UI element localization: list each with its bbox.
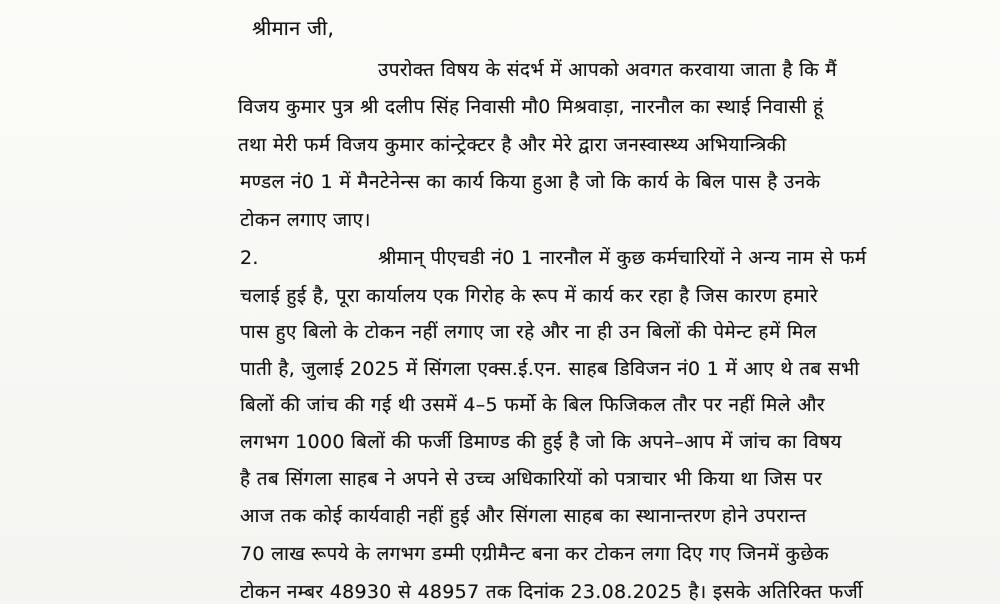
paragraph2-line-5: बिलों की जांच की गई थी उसमें 4–5 फर्मो के बिल फिजिकल तौर पर नहीं मिले और — [240, 394, 825, 416]
paragraph2-line-9: 70 लाख रूपये के लगभग डम्मी एग्रीमैन्ट बना कर टोकन लगा दिए गए जिनमें कुछेक — [240, 543, 829, 565]
paragraph2-line-8: आज तक कोई कार्यवाही नहीं हुई और सिंगला साहब का स्थानान्तरण होने उपरान्त — [240, 505, 807, 527]
paragraph2-number: 2. — [240, 247, 259, 269]
paragraph2-line-3: पास हुए बिलो के टोकन नहीं लगाए जा रहे और ना ही उन बिलों की पेमेन्ट हमें मिल — [240, 321, 817, 343]
paragraph2-line-10: टोकन नम्बर 48930 से 48957 तक दिनांक 23.08.2025 है। इसके अतिरिक्त फर्जी — [240, 581, 863, 603]
paragraph1-line-4: मण्डल नं0 1 में मैनटेनेन्स का कार्य किया हुआ है जो कि कार्य के बिल पास है उनके — [240, 171, 821, 193]
paragraph2-line-4: पाती है, जुलाई 2025 में सिंगला एक्स.ई.एन. साहब डिविजन नं0 1 में आए थे तब सभी — [240, 358, 860, 380]
salutation: श्रीमान जी, — [252, 16, 335, 40]
paragraph2-line-1: श्रीमान् पीएचडी नं0 1 नारनौल में कुछ कर्मचारियों ने अन्य नाम से फर्म — [378, 247, 867, 269]
paragraph1-line-3: तथा मेरी फर्म विजय कुमार कांन्ट्रेक्टर है और मेरे द्वारा जनस्वास्थ्य अभियान्त्रिकी — [238, 134, 787, 156]
paragraph2-line-2: चलाई हुई है, पूरा कार्यालय एक गिरोह के रूप में कार्य कर रहा है जिस कारण हमारे — [240, 285, 818, 307]
paragraph1-line-5: टोकन लगाए जाए। — [240, 209, 371, 231]
paragraph1-line-2: विजय कुमार पुत्र श्री दलीप सिंह निवासी मौ0 मिश्रवाड़ा, नारनौल का स्थाई निवासी हूं — [238, 96, 824, 118]
paragraph2-line-7: है तब सिंगला साहब ने अपने से उच्च अधिकारियों को पत्राचार भी किया था जिस पर — [240, 468, 823, 490]
paragraph2-line-6: लगभग 1000 बिलों की फर्जी डिमाण्ड की हुई है जो कि अपने–आप में जांच का विषय — [240, 431, 842, 453]
paragraph1-line-1: उपरोक्त विषय के संदर्भ में आपको अवगत करवाया जाता है कि मैं — [378, 59, 837, 81]
